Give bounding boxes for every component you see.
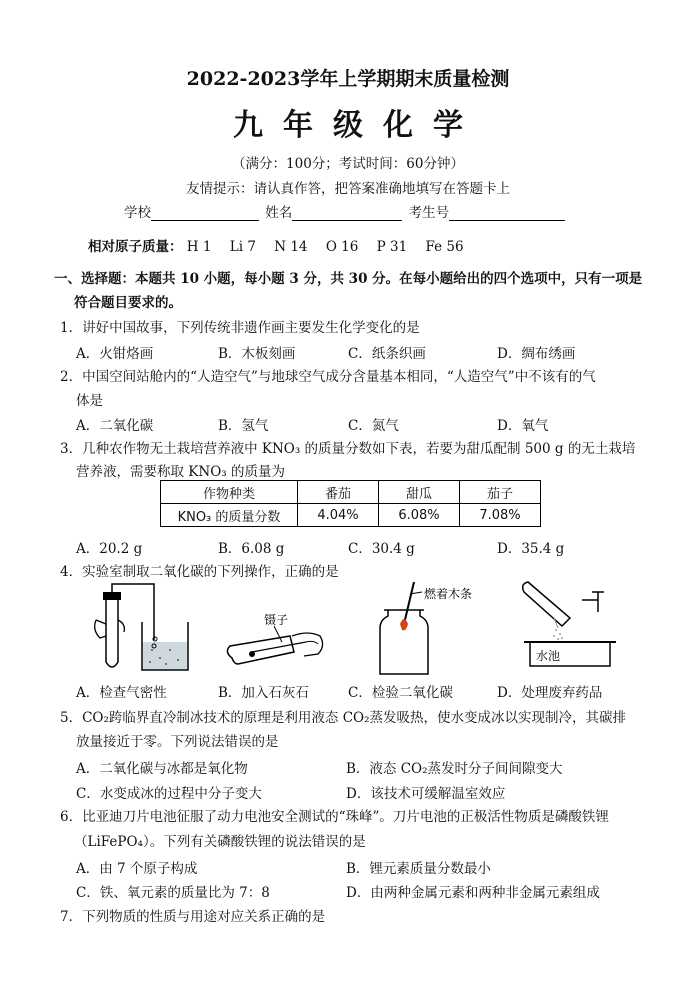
q1-option-b[interactable]: B．木板刻画 — [218, 346, 296, 362]
q6-stem-cont: （LiFePO₄）。下列有关磷酸铁锂的说法错误的是 — [74, 834, 366, 850]
q5-option-d[interactable]: D．该技术可缓解温室效应 — [346, 786, 506, 802]
exam-title: 2022-2023学年上学期期末质量检测 — [186, 68, 510, 90]
kno3-table — [160, 480, 541, 527]
table-header-row — [161, 481, 541, 504]
table-cell: 7.08% — [460, 504, 541, 527]
figure-testing-co2 — [370, 580, 490, 680]
q5-option-b[interactable]: B．液态 CO₂蒸发时分子间间隙变大 — [346, 761, 563, 777]
table-row — [161, 504, 541, 527]
table-cell: 甜瓜 — [379, 481, 460, 504]
q4-stem: 4．实验室制取二氧化碳的下列操作，正确的是 — [60, 564, 339, 580]
q3-stem: 3．几种农作物无土栽培营养液中 KNO₃ 的质量分数如下表，若要为甜瓜配制 500 g 的无土栽培 — [60, 441, 636, 457]
q1-option-c[interactable]: C．纸条织画 — [348, 346, 426, 362]
q5-stem: 5．CO₂跨临界直冷制冰技术的原理是利用液态 CO₂蒸发吸热，使水变成冰以实现制冷，其碳排 — [60, 710, 626, 726]
table-cell: KNO₃ 的质量分数 — [161, 504, 298, 527]
atomic-mass-n: N 14 — [274, 239, 308, 255]
q4-option-b[interactable]: B．加入石灰石 — [218, 685, 309, 701]
q5-stem-cont: 放量接近于零。下列说法错误的是 — [76, 734, 279, 750]
burning-stick-label: 燃着木条 — [424, 587, 473, 601]
figure-adding-limestone — [222, 612, 332, 672]
tweezers-label: 镊子 — [264, 613, 289, 627]
q3-option-b[interactable]: B．6.08 g — [218, 541, 285, 557]
q6-option-d[interactable]: D．由两种金属元素和两种非金属元素组成 — [346, 885, 600, 901]
table-cell: 作物种类 — [161, 481, 298, 504]
q2-option-d[interactable]: D．氧气 — [497, 418, 549, 434]
exam-no-label: 考生号 — [408, 205, 450, 221]
atomic-mass-li: Li 7 — [229, 239, 256, 255]
sink-label: 水池 — [536, 649, 561, 663]
q4-option-d[interactable]: D．处理废弃药品 — [497, 685, 603, 701]
atomic-mass-o: O 16 — [325, 239, 359, 255]
q7-stem: 7．下列物质的性质与用途对应关系正确的是 — [60, 909, 326, 925]
name-field[interactable] — [292, 206, 402, 221]
q1-stem: 1．讲好中国故事，下列传统非遗作画主要发生化学变化的是 — [60, 320, 420, 336]
figure-airtightness-check — [88, 580, 198, 678]
school-field[interactable] — [151, 206, 259, 221]
q5-option-a[interactable]: A．二氧化碳与冰都是氧化物 — [76, 761, 248, 777]
table-cell: 6.08% — [379, 504, 460, 527]
q3-option-d[interactable]: D．35.4 g — [497, 541, 565, 557]
section-heading-cont: 符合题目要求的。 — [74, 295, 182, 311]
school-label: 学校 — [124, 205, 151, 221]
q2-stem-cont: 体是 — [76, 393, 103, 409]
q6-option-b[interactable]: B．锂元素质量分数最小 — [346, 861, 491, 877]
q6-option-c[interactable]: C．铁、氧元素的质量比为 7：8 — [76, 885, 270, 901]
subject-title: 九年级化学 — [233, 108, 483, 143]
atomic-mass-h: H 1 — [186, 239, 212, 255]
q2-option-b[interactable]: B．氢气 — [218, 418, 269, 434]
name-label: 姓名 — [265, 205, 293, 221]
q4-option-a[interactable]: A．检查气密性 — [76, 685, 167, 701]
table-cell: 4.04% — [298, 504, 379, 527]
q1-option-a[interactable]: A．火钳烙画 — [76, 346, 154, 362]
figure-disposing-chemicals — [514, 578, 618, 670]
exam-info: （满分：100分；考试时间：60分钟） — [232, 156, 464, 172]
atomic-mass-p: P 31 — [376, 239, 408, 255]
notice: 友情提示：请认真作答，把答案准确地填写在答题卡上 — [186, 181, 510, 197]
q1-option-d[interactable]: D．绸布绣画 — [497, 346, 576, 362]
table-cell: 茄子 — [460, 481, 541, 504]
q3-option-c[interactable]: C．30.4 g — [348, 541, 415, 557]
q2-stem: 2．中国空间站舱内的“人造空气”与地球空气成分含量基本相同，“人造空气”中不该有的气 — [60, 369, 596, 385]
q4-option-c[interactable]: C．检验二氧化碳 — [348, 685, 453, 701]
atomic-mass-fe: Fe 56 — [425, 239, 464, 255]
q3-option-a[interactable]: A．20.2 g — [76, 541, 143, 557]
q6-option-a[interactable]: A．由 7 个原子构成 — [76, 861, 198, 877]
student-info-line — [124, 201, 567, 221]
q2-option-a[interactable]: A．二氧化碳 — [76, 418, 154, 434]
q6-stem: 6．比亚迪刀片电池征服了动力电池安全测试的“珠峰”。刀片电池的正极活性物质是磷酸铁锂 — [60, 809, 609, 825]
atomic-mass-label: 相对原子质量： — [88, 239, 183, 255]
q5-option-c[interactable]: C．水变成冰的过程中分子变大 — [76, 786, 262, 802]
atomic-mass-line — [88, 235, 464, 255]
table-cell: 番茄 — [298, 481, 379, 504]
section-heading: 一、选择题：本题共 10 小题，每小题 3 分，共 30 分。在每小题给出的四个选项中，只有一项是 — [54, 271, 643, 287]
q3-stem-cont: 营养液，需要称取 KNO₃ 的质量为 — [76, 464, 285, 480]
exam-no-field[interactable] — [449, 206, 565, 221]
q2-option-c[interactable]: C．氮气 — [348, 418, 399, 434]
